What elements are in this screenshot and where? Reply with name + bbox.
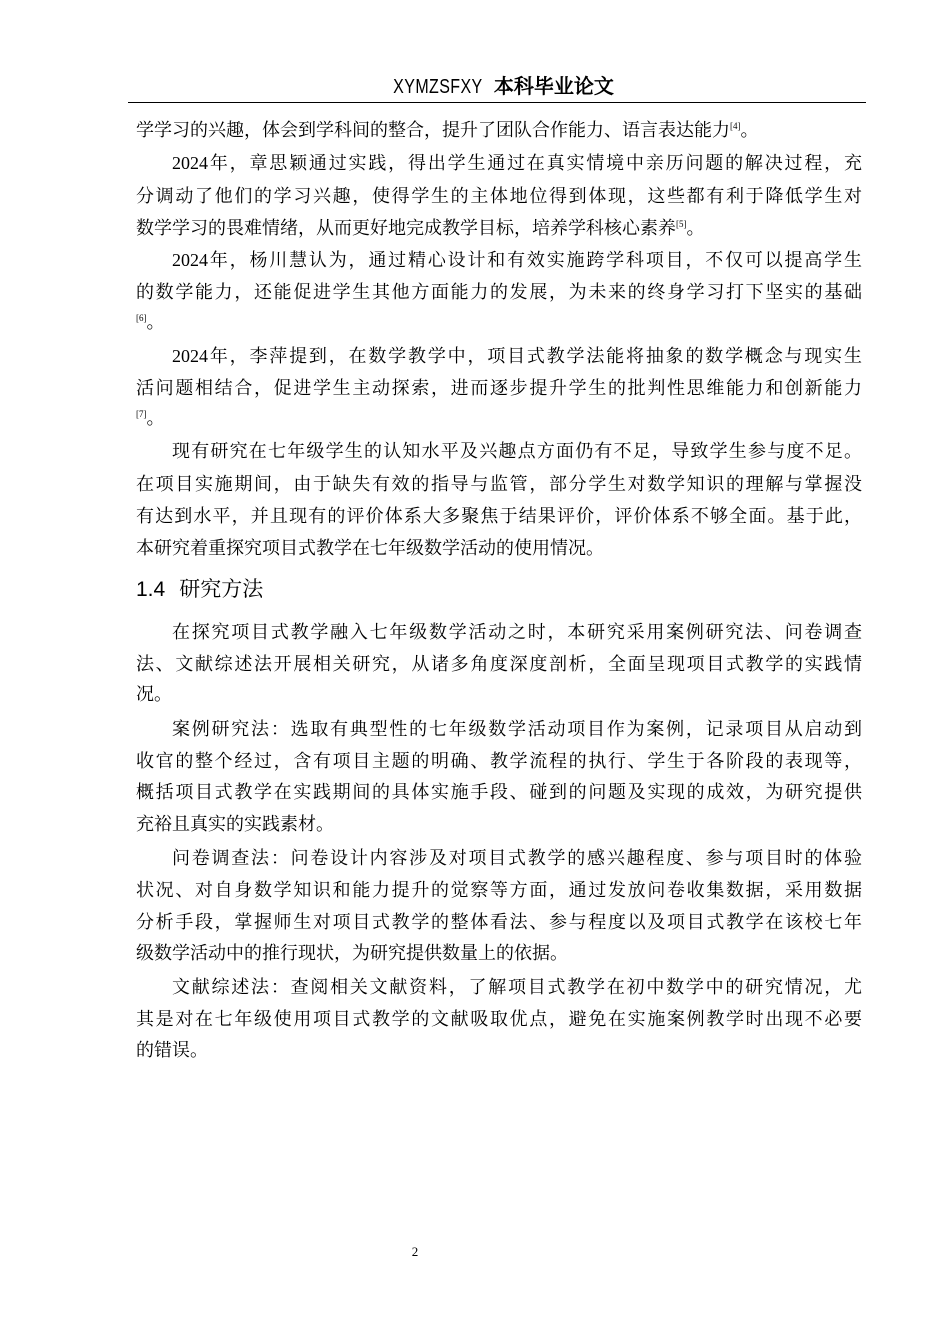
- text-line: [172, 975, 862, 999]
- section-heading: [136, 576, 263, 604]
- text-line: [136, 536, 862, 560]
- line-text: 2024年，章思颖通过实践，得出学生通过在真实情境中亲历问题的解决过程，充: [172, 153, 862, 173]
- line-text: 案例研究法：选取有典型性的七年级数学活动项目作为案例，记录项目从启动到: [172, 719, 862, 739]
- running-header: [130, 72, 866, 101]
- line-text: 问卷调查法：问卷设计内容涉及对项目式教学的感兴趣程度、参与项目时的体验: [172, 848, 862, 868]
- line-punctuation: 。: [146, 312, 165, 332]
- text-line: [136, 376, 862, 400]
- text-line: [172, 248, 862, 272]
- text-line: [136, 310, 862, 334]
- text-line: [136, 652, 862, 676]
- text-line: [172, 344, 862, 368]
- line-text: 概括项目式教学在实践期间的具体实施手段、碰到的问题及实现的成效，为研究提供: [136, 782, 862, 802]
- text-line: [136, 216, 862, 240]
- line-text: 现有研究在七年级学生的认知水平及兴趣点方面仍有不足，导致学生参与度不足。: [172, 441, 862, 461]
- line-text: 2024年，李萍提到，在数学教学中，项目式教学法能将抽象的数学概念与现实生: [172, 346, 862, 366]
- citation-ref: [6]: [136, 313, 147, 323]
- line-text: 2024年，杨川慧认为，通过精心设计和有效实施跨学科项目，不仅可以提高学生: [172, 250, 862, 270]
- text-line: [136, 941, 862, 965]
- text-line: [172, 620, 862, 644]
- line-text: 其是对在七年级使用项目式教学的文献吸取优点，避免在实施案例教学时出现不必要: [136, 1009, 862, 1029]
- line-text: 有达到水平，并且现有的评价体系大多聚焦于结果评价，评价体系不够全面。基于此，: [136, 506, 862, 526]
- line-text: 分析手段，掌握师生对项目式教学的整体看法、参与程度以及项目式教学在该校七年: [136, 912, 862, 932]
- line-text: 的错误。: [136, 1040, 208, 1060]
- line-text: 级数学活动中的推行现状，为研究提供数量上的依据。: [136, 943, 568, 963]
- text-line: [136, 878, 862, 902]
- text-line: [172, 151, 862, 175]
- line-text: 在探究项目式教学融入七年级数学活动之时，本研究采用案例研究法、问卷调查: [172, 622, 862, 642]
- line-text: 文献综述法：查阅相关文献资料，了解项目式教学在初中数学中的研究情况，尤: [172, 977, 862, 997]
- line-text: 法、文献综述法开展相关研究，从诸多角度深度剖析，全面呈现项目式教学的实践情: [136, 654, 862, 674]
- citation-ref: [7]: [136, 409, 147, 419]
- line-punctuation: 。: [740, 120, 759, 140]
- text-line: [136, 682, 862, 706]
- text-line: [136, 406, 862, 430]
- text-line: [136, 184, 862, 208]
- header-latin: XYMZSFXY: [393, 76, 483, 98]
- line-text: 况。: [136, 684, 172, 704]
- line-text: 分调动了他们的学习兴趣，使得学生的主体地位得到体现，这些都有利于降低学生对: [136, 186, 862, 206]
- line-text: 本研究着重探究项目式教学在七年级数学活动的使用情况。: [136, 538, 604, 558]
- line-text: 活问题相结合，促进学生主动探索，进而逐步提升学生的批判性思维能力和创新能力: [136, 378, 862, 398]
- line-text: 的数学能力，还能促进学生其他方面能力的发展，为未来的终身学习打下坚实的基础: [136, 282, 862, 302]
- text-line: [136, 280, 862, 304]
- text-line: [136, 1038, 862, 1062]
- line-text: 学学习的兴趣，体会到学科间的整合，提升了团队合作能力、语言表达能力: [136, 120, 730, 140]
- citation-ref: [5]: [676, 219, 687, 229]
- text-line: [136, 780, 862, 804]
- text-line: [136, 812, 862, 836]
- text-line: [172, 717, 862, 741]
- line-punctuation: 。: [686, 218, 705, 238]
- text-line: [136, 910, 862, 934]
- text-line: [136, 118, 862, 142]
- line-text: 数学学习的畏难情绪，从而更好地完成教学目标，培养学科核心素养: [136, 218, 676, 238]
- line-text: 在项目实施期间，由于缺失有效的指导与监管，部分学生对数学知识的理解与掌握没: [136, 474, 862, 494]
- text-line: [136, 472, 862, 496]
- text-line: [172, 439, 862, 463]
- line-text: 收官的整个经过，含有项目主题的明确、教学流程的执行、学生于各阶段的表现等，: [136, 751, 862, 771]
- page-number: 2: [411, 1244, 419, 1259]
- line-text: 充裕且真实的实践素材。: [136, 814, 334, 834]
- text-line: [136, 504, 862, 528]
- citation-ref: [4]: [730, 121, 741, 131]
- header-title: 本科毕业论文: [493, 74, 614, 98]
- section-number: 1.4: [136, 578, 166, 601]
- line-text: 状况、对自身数学知识和能力提升的觉察等方面，通过发放问卷收集数据，采用数据: [136, 880, 862, 900]
- text-line: [172, 846, 862, 870]
- line-punctuation: 。: [146, 408, 165, 428]
- text-line: [136, 1007, 862, 1031]
- section-title: 研究方法: [179, 578, 264, 601]
- text-line: [136, 749, 862, 773]
- header-rule: [128, 102, 866, 103]
